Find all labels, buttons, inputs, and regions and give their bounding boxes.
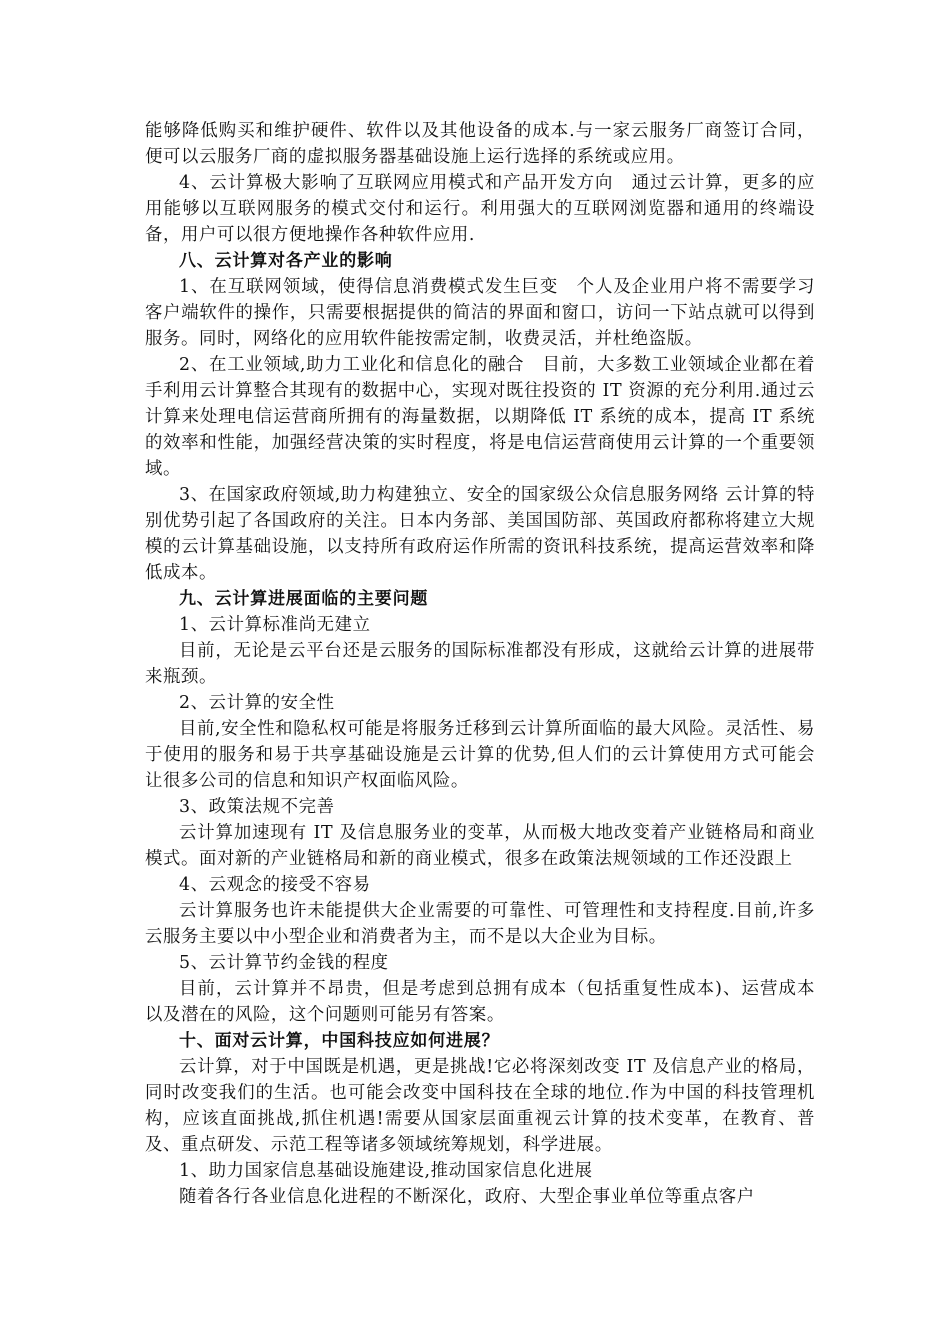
paragraph-intro-continuation: 能够降低购买和维护硬件、软件以及其他设备的成本.与一家云服务厂商签订合同，便可以云服务厂商的虚拟服务器基础设施上运行选择的系统或应用。: [145, 121, 815, 167]
subheading-acceptance: 4、云观念的接受不容易: [179, 875, 371, 895]
subheading-standards: 1、云计算标准尚无建立: [179, 615, 371, 635]
paragraph-item-4-internet-model: 4、云计算极大影响了互联网应用模式和产品开发方向 通过云计算，更多的应用能够以互联网服务的模式交付和运行。利用强大的互联网浏览器和通用的终端设备，用户可以很方便地操作各种软件应用.: [145, 173, 815, 245]
subheading-security: 2、云计算的安全性: [179, 693, 335, 713]
paragraph-acceptance: 云计算服务也许未能提供大企业需要的可靠性、可管理性和支持程度.目前,许多云服务主要以中小型企业和消费者为主，而不是以大企业为目标。: [145, 901, 815, 947]
paragraph-industry-field: 2、在工业领域,助力工业化和信息化的融合 目前，大多数工业领域企业都在着手利用云计算整合其现有的数据中心，实现对既往投资的 IT 资源的充分利用.通过云计算来处理电信运营商所拥有的海量数据，以期降低 IT 系统的成本，提高 IT 系统的效率和性能，加强经营决策的实时程度，将是电信运营商使用云计算的一个重要领域。: [145, 355, 815, 479]
section-heading-10: 十、面对云计算，中国科技应如何进展？: [179, 1031, 500, 1051]
paragraph-china-opportunity: 云计算，对于中国既是机遇，更是挑战!它必将深刻改变 IT 及信息产业的格局，同时改变我们的生活。也可能会改变中国科技在全球的地位.作为中国的科技管理机构，应该直面挑战,抓住机遇!需要从国家层面重视云计算的技术变革，在教育、普及、重点研发、示范工程等诸多领域统筹规划，科学进展。: [145, 1057, 815, 1155]
paragraph-standards: 目前，无论是云平台还是云服务的国际标准都没有形成，这就给云计算的进展带来瓶颈。: [145, 641, 815, 687]
paragraph-government-field: 3、在国家政府领域,助力构建独立、安全的国家级公众信息服务网络 云计算的特别优势引起了各国政府的关注。日本内务部、美国国防部、英国政府都称将建立大规模的云计算基础设施，以支持所有政府运作所需的资讯科技系统，提高运营效率和降低成本。: [145, 485, 815, 583]
section-heading-9: 九、云计算进展面临的主要问题: [179, 589, 429, 609]
paragraph-policy: 云计算加速现有 IT 及信息服务业的变革，从而极大地改变着产业链格局和商业模式。面对新的产业链格局和新的商业模式，很多在政策法规领域的工作还没跟上: [145, 823, 815, 869]
paragraph-cost: 目前，云计算并不昂贵，但是考虑到总拥有成本（包括重复性成本)、运营成本以及潜在的风险，这个问题则可能另有答案。: [145, 979, 815, 1025]
paragraph-security: 目前,安全性和隐私权可能是将服务迁移到云计算所面临的最大风险。灵活性、易于使用的服务和易于共享基础设施是云计算的优势,但人们的云计算使用方式可能会让很多公司的信息和知识产权面临风险。: [145, 719, 815, 791]
subheading-cost: 5、云计算节约金钱的程度: [179, 953, 389, 973]
paragraph-infrastructure: 随着各行各业信息化进程的不断深化，政府、大型企事业单位等重点客户: [179, 1187, 755, 1207]
paragraph-internet-field: 1、在互联网领域，使得信息消费模式发生巨变 个人及企业用户将不需要学习客户端软件的操作，只需要根据提供的简洁的界面和窗口，访问一下站点就可以得到服务。同时，网络化的应用软件能按需定制，收费灵活，并杜绝盗版。: [145, 277, 815, 349]
subheading-infrastructure: 1、助力国家信息基础设施建设,推动国家信息化进展: [179, 1161, 593, 1181]
document-page: [145, 118, 815, 1210]
subheading-policy: 3、政策法规不完善: [179, 797, 335, 817]
section-heading-8: 八、云计算对各产业的影响: [179, 251, 393, 271]
